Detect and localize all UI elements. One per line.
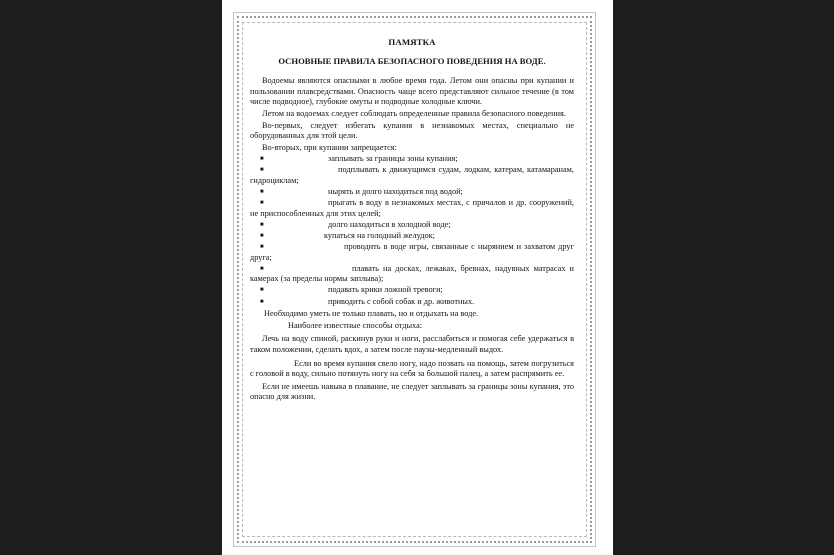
paragraph-methods: Наиболее известные способы отдыха:	[288, 320, 423, 330]
list-item-text: заплывать за границы зоны купания;	[328, 154, 458, 164]
bullet-icon: ■	[260, 233, 264, 239]
bullet-icon: ■	[260, 298, 264, 305]
paragraph-first: Во-первых, следует избегать купания в незнакомых местах, специально не оборудованных для этой цели.	[250, 120, 574, 141]
bullet-icon: ■	[260, 265, 264, 272]
list-item-text: приводить с собой собак и др. животных.	[328, 296, 475, 306]
list-item	[250, 242, 574, 263]
list-item	[250, 165, 574, 186]
bullet-icon: ■	[260, 189, 264, 196]
bullet-icon: ■	[260, 156, 264, 163]
document-content	[250, 37, 574, 404]
paragraph-intro: Водоемы являются опасными в любое время года. Летом они опасны при купании и пользовании плавсредствами. Опасность чаще всего представляют сильное течение (в том числе подводное), глубокие омуты и подводные холодные ключи.	[250, 76, 574, 107]
list-item-text: долго находиться в холодной воде;	[328, 219, 451, 229]
bullet-icon: ■	[260, 287, 264, 294]
document-page	[222, 0, 613, 555]
list-item	[250, 220, 574, 231]
list-item	[250, 264, 574, 285]
prohibitions-list	[250, 154, 574, 307]
bullet-icon: ■	[260, 221, 264, 228]
list-item-text: плавать на досках, лежаках, бревнах, надувных матрасах и камерах (за пределы нормы заплыва);	[250, 263, 574, 284]
list-item	[250, 285, 574, 296]
list-item	[250, 154, 574, 165]
bullet-icon: ■	[260, 200, 264, 207]
paragraph-second: Во-вторых, при купании запрещается:	[262, 142, 397, 152]
paragraph-summer-rules: Летом на водоемах следует соблюдать определенные правила безопасного поведения.	[262, 108, 566, 118]
list-item-text: купаться на голодный желудок;	[324, 231, 435, 240]
list-item	[250, 297, 574, 308]
document-subtitle: ОСНОВНЫЕ ПРАВИЛА БЕЗОПАСНОГО ПОВЕДЕНИЯ НА ВОДЕ.	[278, 55, 546, 66]
list-item	[250, 187, 574, 198]
paragraph-cramp: Если во время купания свело ногу, надо позвать на помощь, затем погрузиться с головой в воду, сильно потянуть ногу на себя за большой палец, а затем распрямить ее.	[250, 358, 574, 379]
list-item-text: нырять и долго находиться под водой;	[328, 187, 463, 197]
list-item	[250, 231, 574, 242]
bullet-icon: ■	[260, 244, 264, 251]
bullet-icon: ■	[260, 167, 264, 174]
list-item-text: проводить в воде игры, связанные с нырянием и захватом друг друга;	[250, 242, 574, 262]
paragraph-no-skill: Если не имеешь навыка в плавание, не следует заплывать за границы зоны купания, это опасно для жизни.	[250, 381, 574, 402]
document-title: ПАМЯТКА	[388, 37, 436, 47]
paragraph-rest: Необходимо уметь не только плавать, но и отдыхать на воде.	[264, 309, 479, 319]
list-item-text: подплывать к движущимся судам, лодкам, катерам, катамаранам, гидроциклам;	[250, 165, 574, 186]
list-item	[250, 198, 574, 219]
paragraph-lie-on-back: Лечь на воду спиной, раскинув руки и ноги, расслабиться и помогая себе удержаться в таком положении, сделать вдох, а затем после паузы-медленный выдох.	[250, 334, 574, 354]
list-item-text: прыгать в воду в незнакомых местах, с причалов и др. сооружений, не приспособленных для этих целей;	[250, 198, 574, 218]
list-item-text: подавать крики ложной тревоги;	[328, 285, 443, 295]
